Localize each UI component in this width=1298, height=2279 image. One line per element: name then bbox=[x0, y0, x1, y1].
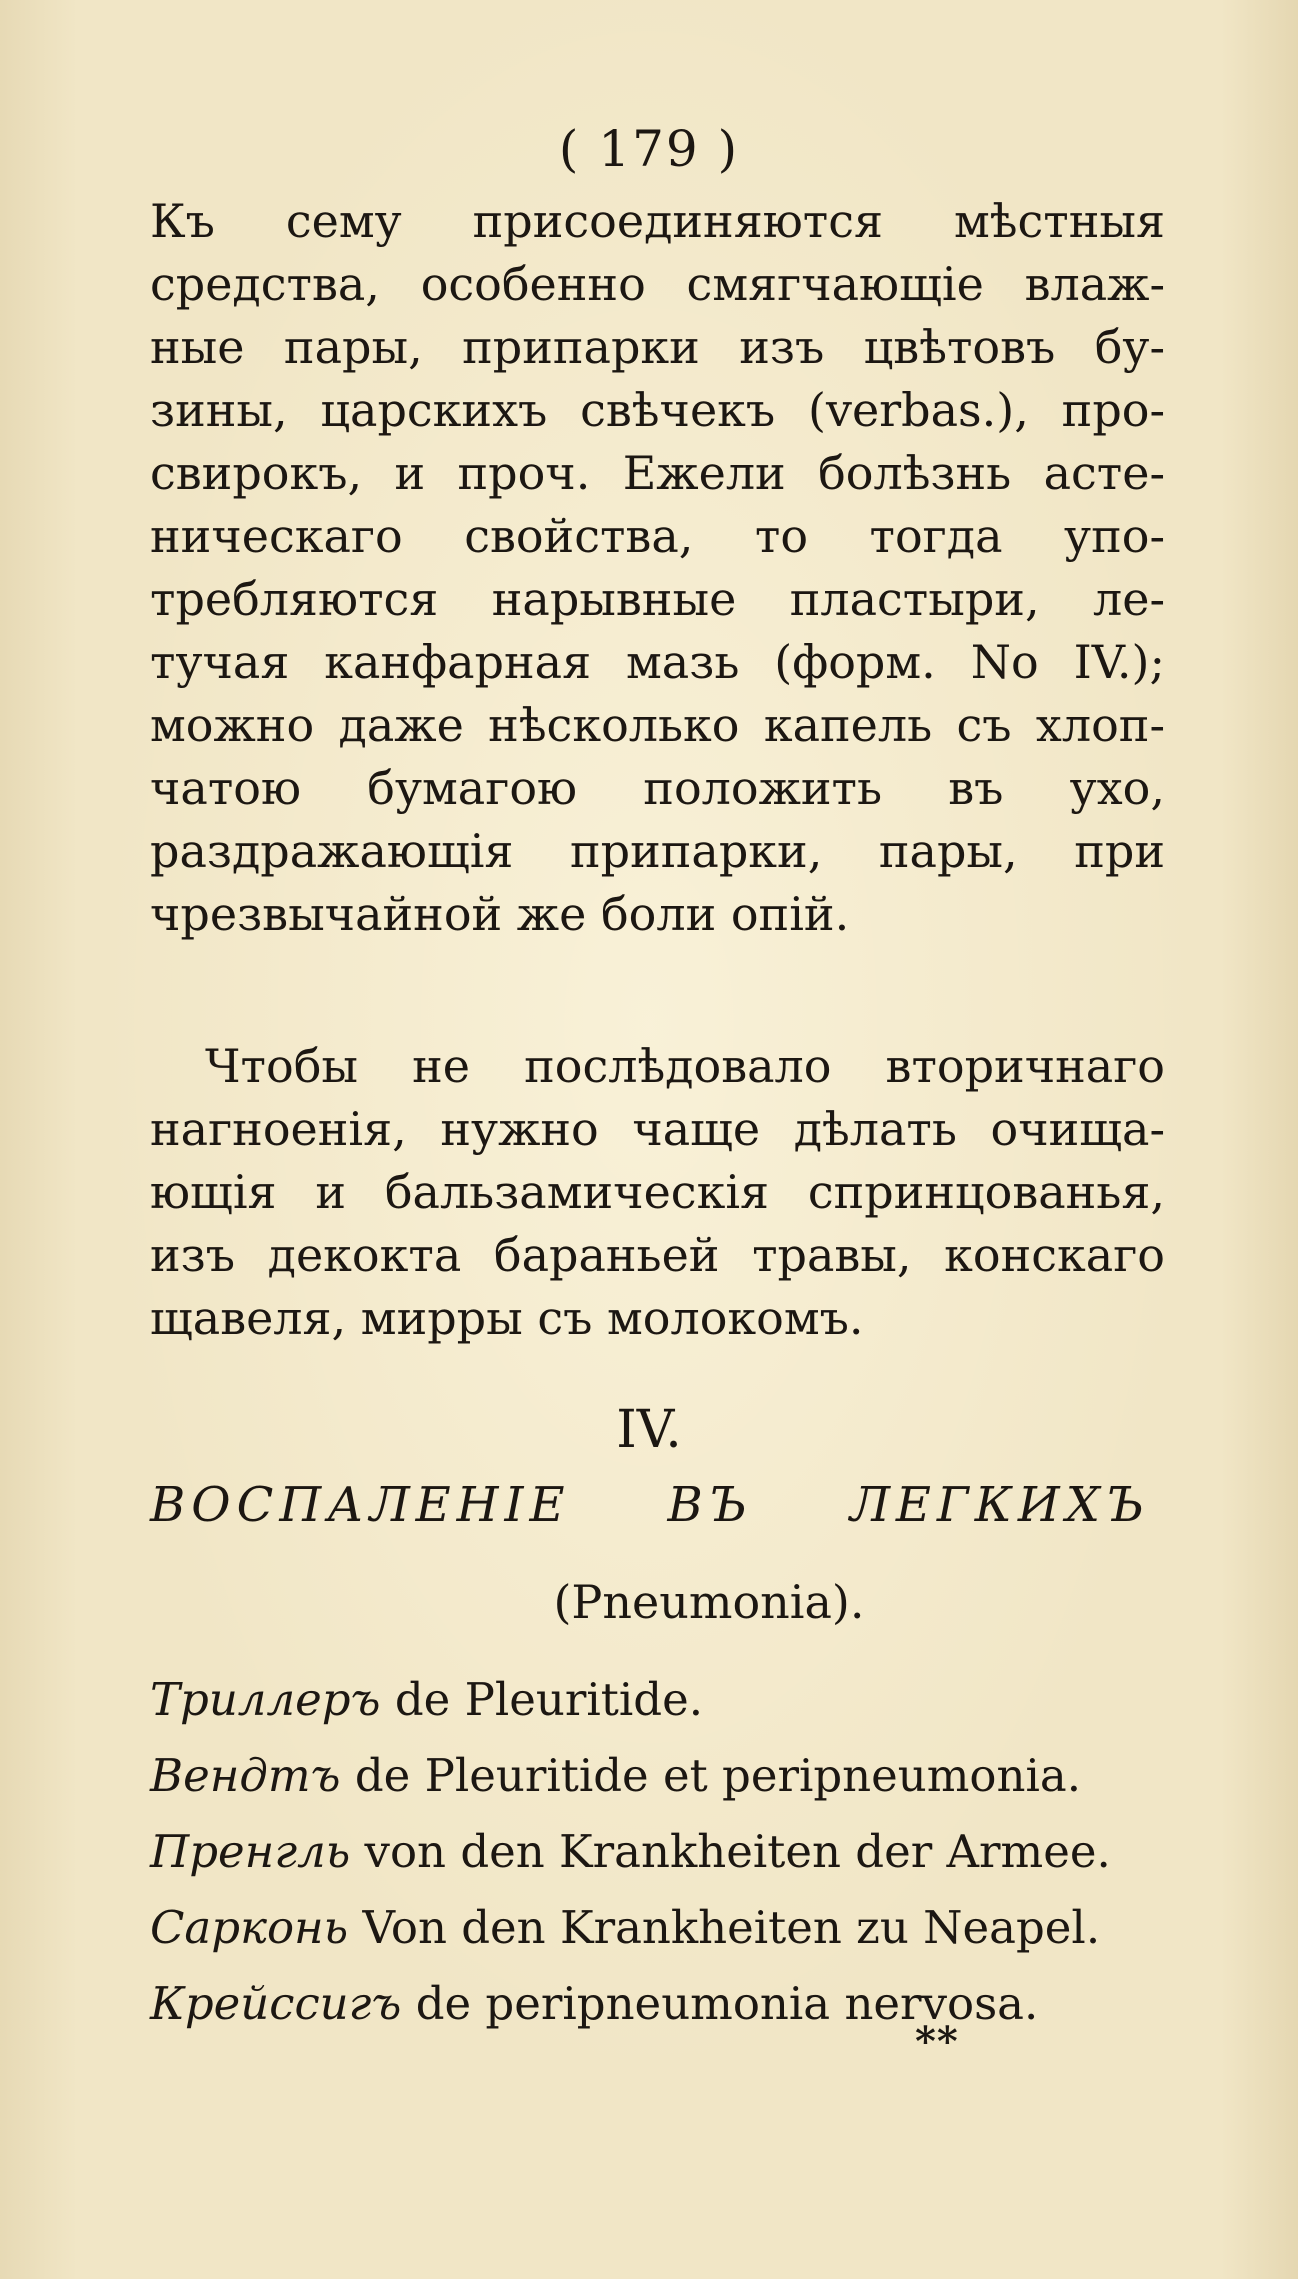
text-line: нагноенія, нужно чаще дѣлать очища- bbox=[150, 1102, 1165, 1156]
paragraph-suppuration bbox=[150, 1035, 1165, 1350]
text-line: щавеля, мирры съ молокомъ. bbox=[150, 1291, 864, 1345]
reference-title: de Pleuritide. bbox=[394, 1673, 704, 1726]
text-line: ющія и бальзамическія спринцованья, bbox=[150, 1165, 1165, 1219]
text-line: ные пары, припарки изъ цвѣтовъ бу- bbox=[150, 320, 1165, 374]
text-line: зины, царскихъ свѣчекъ (verbas.), про- bbox=[150, 383, 1165, 437]
reference-author: Крейссигъ bbox=[150, 1977, 402, 2030]
text-line: Къ сему присоединяются мѣстныя bbox=[150, 194, 1165, 248]
section-title: ВОСПАЛЕНІЕ ВЪ ЛЕГКИХЪ bbox=[150, 1477, 1150, 1533]
reference-item bbox=[150, 1814, 1170, 1890]
text-line: изъ декокта бараньей травы, конскаго bbox=[150, 1228, 1165, 1282]
text-line: можно даже нѣсколько капель съ хлоп- bbox=[150, 698, 1165, 752]
text-line: чатою бумагою положить въ ухо, bbox=[150, 761, 1165, 815]
reference-title: von den Krankheiten der Armee. bbox=[364, 1825, 1111, 1878]
text-line: свирокъ, и проч. Ежели болѣзнь асте- bbox=[150, 446, 1165, 500]
text-line: Чтобы не послѣдовало вторичнаго bbox=[205, 1039, 1165, 1093]
reference-item bbox=[150, 1738, 1170, 1814]
text-line: средства, особенно смягчающіе влаж- bbox=[150, 257, 1165, 311]
paragraph-treatment bbox=[150, 190, 1165, 946]
reference-author: Пренгль bbox=[150, 1825, 351, 1878]
reference-title: Von den Krankheiten zu Neapel. bbox=[362, 1901, 1101, 1954]
reference-author: Сарконь bbox=[150, 1901, 349, 1954]
text-line: ническаго свойства, то тогда упо- bbox=[150, 509, 1165, 563]
text-line: чрезвычайной же боли опій. bbox=[150, 887, 850, 941]
reference-title: de peripneumonia nervosa. bbox=[415, 1977, 1039, 2030]
text-line: требляются нарывные пластыри, ле- bbox=[150, 572, 1165, 626]
reference-title: de Pleuritide et peripneumonia. bbox=[354, 1749, 1082, 1802]
reference-item bbox=[150, 1890, 1170, 1966]
reference-author: Триллеръ bbox=[150, 1673, 381, 1726]
text-line: раздражающія припарки, пары, при bbox=[150, 824, 1165, 878]
reference-author: Вендтъ bbox=[150, 1749, 341, 1802]
section-subtitle: (Pneumonia). bbox=[553, 1575, 865, 1629]
reference-item bbox=[150, 1966, 1170, 2042]
signature-mark: ** bbox=[915, 2018, 959, 2065]
reference-list bbox=[150, 1662, 1170, 2042]
page-number: ( 179 ) bbox=[558, 120, 740, 178]
section-number: IV. bbox=[616, 1400, 682, 1460]
text-line: тучая канфарная мазь (форм. No IV.); bbox=[150, 635, 1165, 689]
reference-item bbox=[150, 1662, 1170, 1738]
